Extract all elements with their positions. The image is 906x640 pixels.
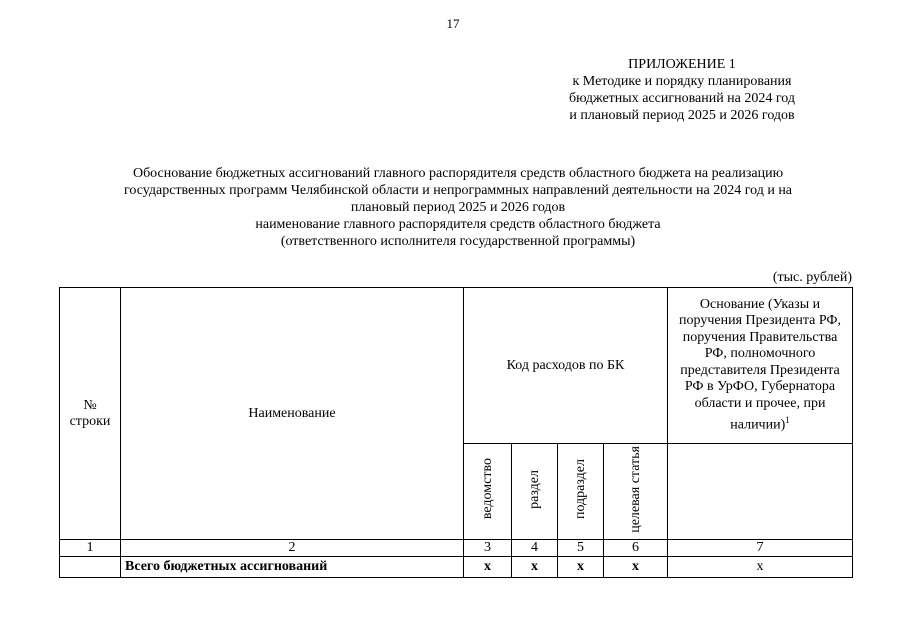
total-value: х <box>558 557 604 578</box>
title-line: плановый период 2025 и 2026 годов <box>350 200 566 215</box>
footnote-mark: 1 <box>785 415 790 426</box>
column-number: 5 <box>558 540 604 557</box>
header-basis-text: Основание (Указы и поручения Президента РФ, поручения Правительства РФ, полномочного представителя Президента РФ в УрФО, Губернатора области и прочее, при наличии) <box>679 296 841 433</box>
title-line: государственных программ Челябинской области и непрограммных направлений деятельности на 2024 год и на <box>123 183 793 198</box>
header-code-subsection: подраздел <box>558 444 604 540</box>
appendix-line: к Методике и порядку планирования <box>572 74 792 89</box>
budget-table <box>59 287 853 578</box>
column-number: 1 <box>60 540 121 557</box>
units-label: (тыс. рублей) <box>772 270 852 285</box>
total-value: х <box>464 557 512 578</box>
title-line: наименование главного распорядителя средств областного бюджета <box>255 217 661 232</box>
column-number: 7 <box>668 540 853 557</box>
header-code-group: Код расходов по БК <box>464 288 668 444</box>
column-number: 6 <box>604 540 668 557</box>
page-number: 17 <box>446 16 460 31</box>
column-number: 2 <box>121 540 464 557</box>
appendix-block <box>532 56 832 124</box>
appendix-heading: ПРИЛОЖЕНИЕ 1 <box>628 57 736 72</box>
title-line: (ответственного исполнителя государственной программы) <box>280 234 636 249</box>
appendix-line: бюджетных ассигнований на 2024 год <box>568 91 796 106</box>
document-title <box>60 165 856 250</box>
title-line: Обоснование бюджетных ассигнований главного распорядителя средств областного бюджета на реализацию <box>132 166 784 181</box>
header-code-department: ведомство <box>464 444 512 540</box>
appendix-line: и плановый период 2025 и 2026 годов <box>569 108 795 123</box>
header-code-target-article: целевая статья <box>604 444 668 540</box>
header-name: Наименование <box>121 288 464 540</box>
total-value: х <box>604 557 668 578</box>
total-row-number <box>60 557 121 578</box>
total-value: х <box>668 557 853 578</box>
column-number: 4 <box>512 540 558 557</box>
total-label: Всего бюджетных ассигнований <box>121 557 464 578</box>
column-number: 3 <box>464 540 512 557</box>
table-row-total <box>60 557 853 578</box>
header-row-number: № строки <box>60 288 121 540</box>
header-basis-empty <box>668 444 853 540</box>
header-code-section: раздел <box>512 444 558 540</box>
header-basis <box>668 288 853 444</box>
total-value: х <box>512 557 558 578</box>
